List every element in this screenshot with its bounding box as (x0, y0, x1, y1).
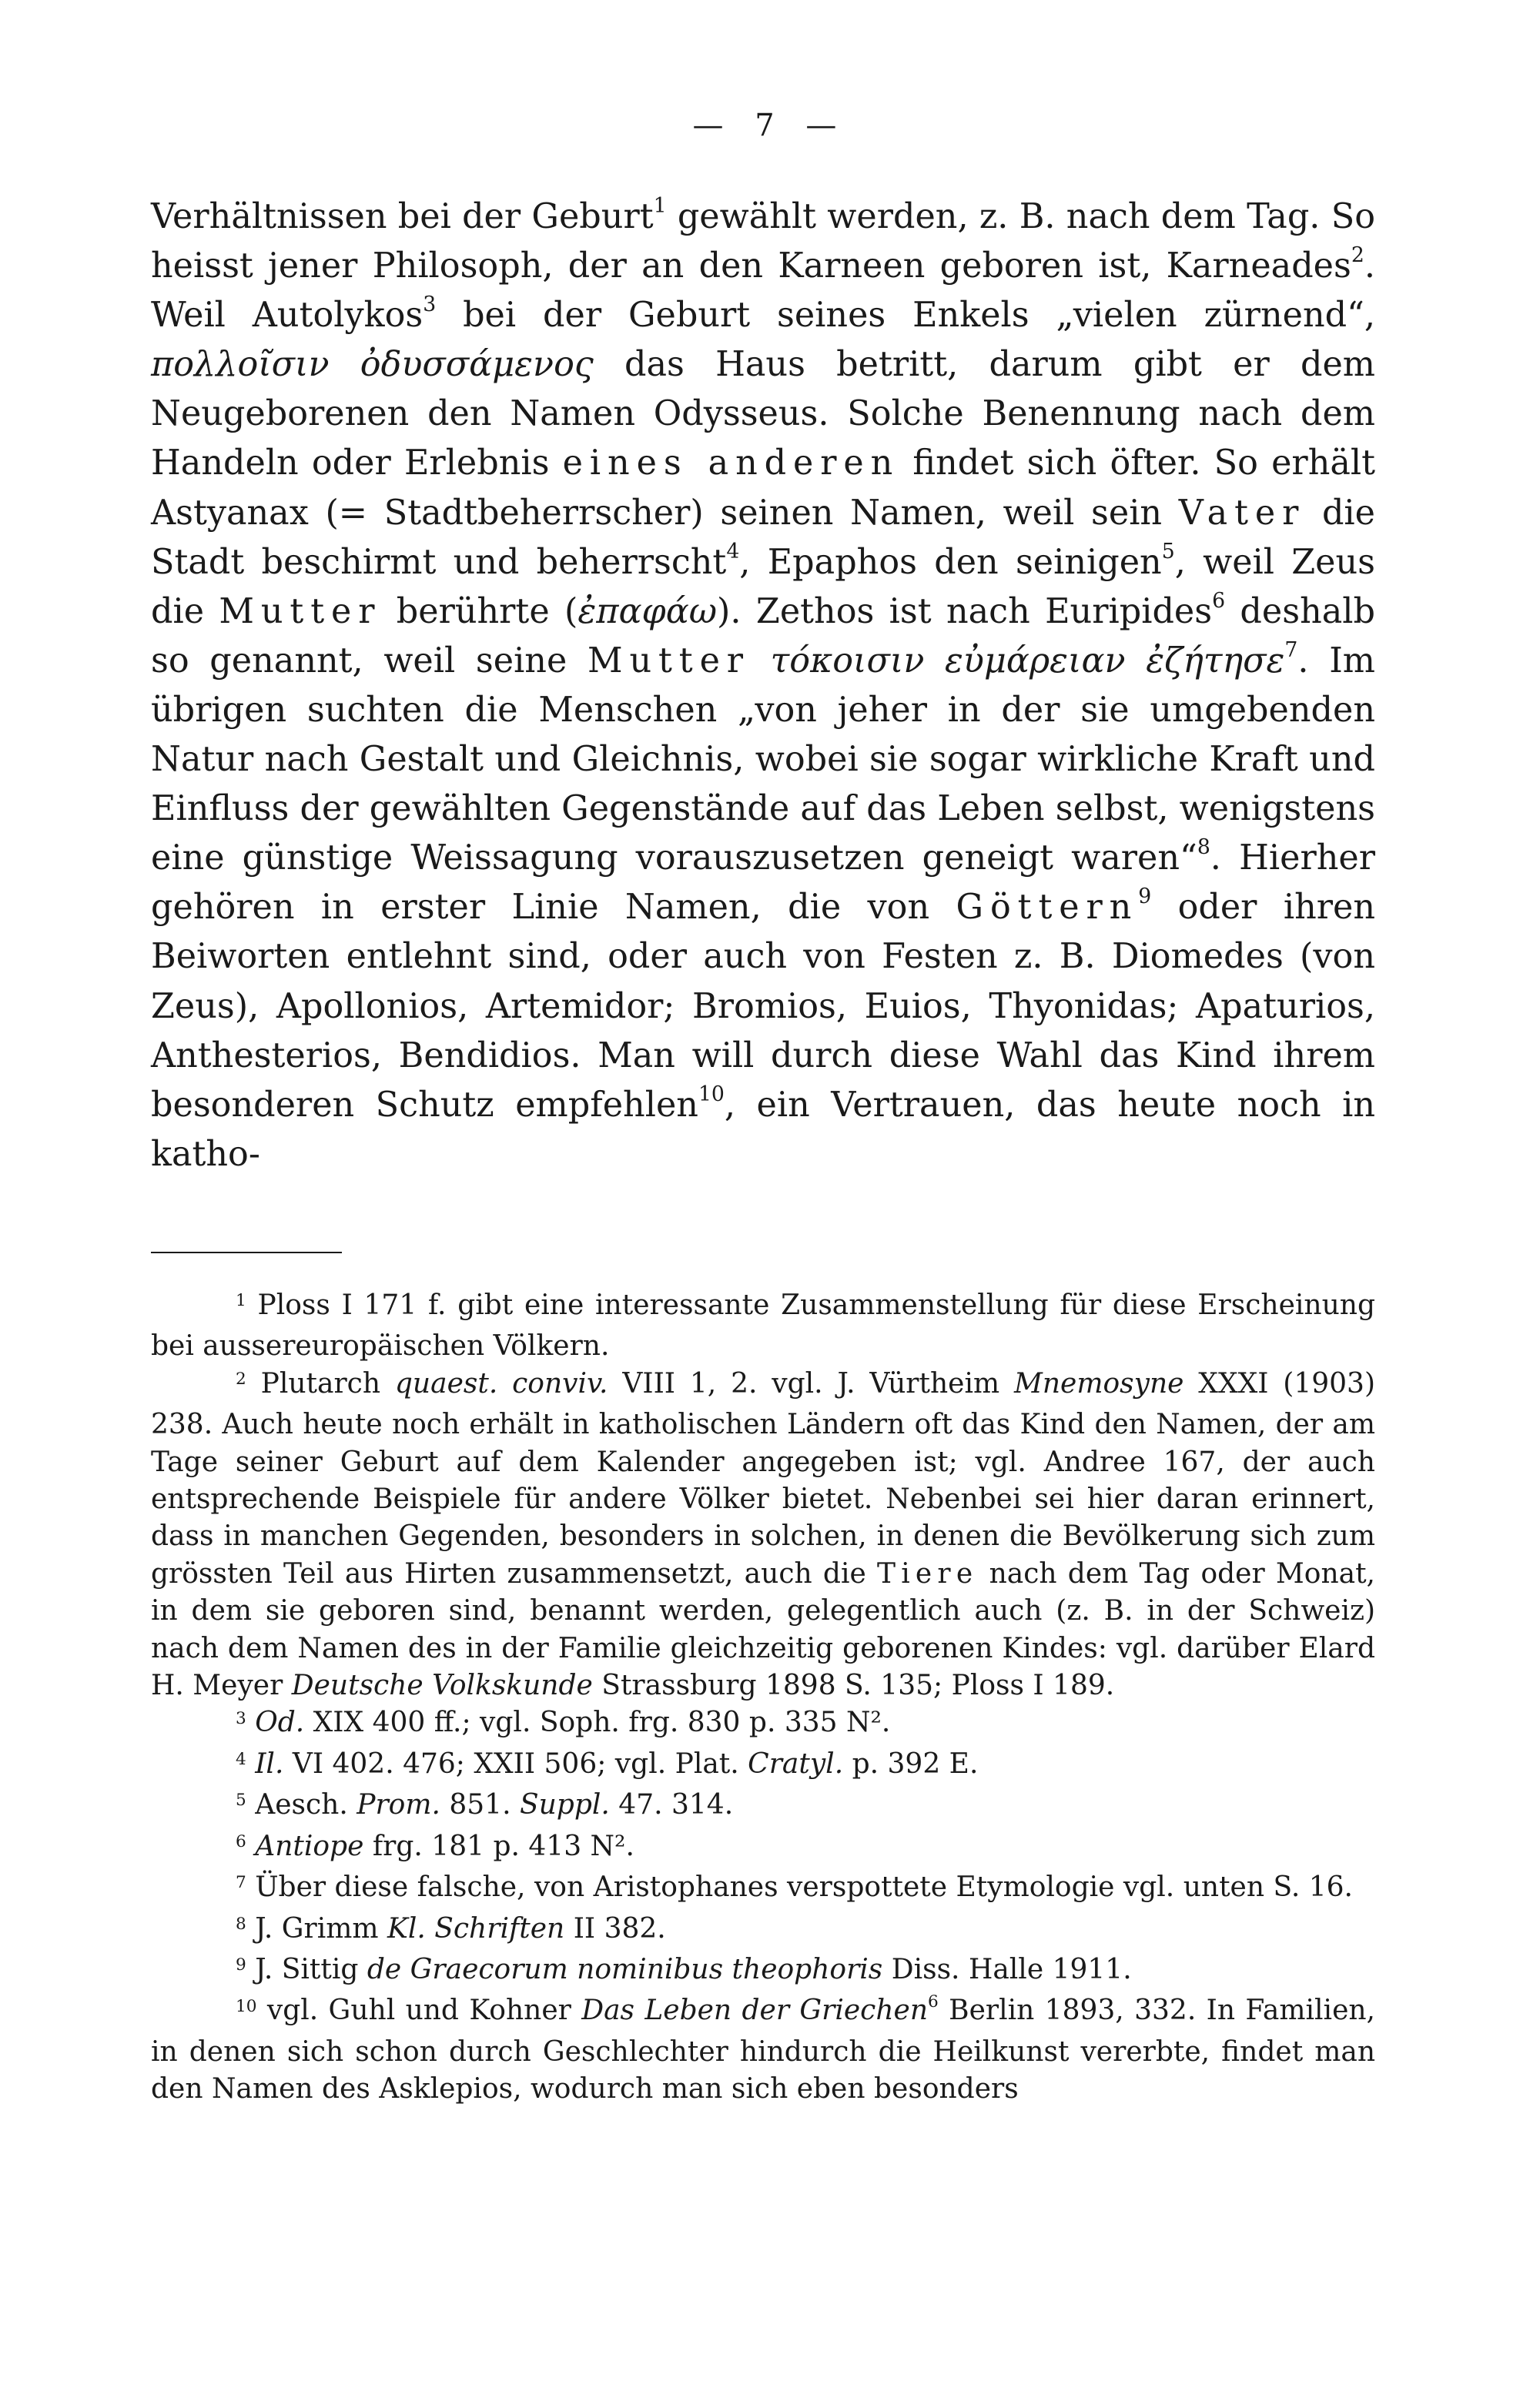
citation-title: Deutsche Volkskunde (291, 1670, 593, 1702)
main-text (151, 192, 1375, 1179)
footnote-ref: 4 (726, 539, 740, 564)
main-paragraph (151, 192, 1375, 1179)
footnote-number: 6 (236, 1831, 246, 1851)
citation-title: Prom. (357, 1789, 440, 1821)
greek-quote: πολλοῖσιν ὀδυσσάμενος (151, 345, 594, 385)
footnote-1 (151, 1287, 1375, 1366)
text-run: deshalb so genannt, weil seine (151, 591, 1376, 681)
spaced-emphasis: Göttern (956, 888, 1139, 928)
footnote-6 (151, 1828, 1375, 1869)
text-run: die Stadt beschirmt und beherrscht (151, 493, 1375, 582)
footnote-text: p. 392 E. (843, 1747, 979, 1780)
spaced-emphasis: Mutter (587, 640, 750, 681)
footnote-number: 1 (236, 1291, 246, 1311)
footnote-5 (151, 1787, 1375, 1828)
greek-quote: ἐπαφάω (578, 591, 718, 631)
footnote-number: 4 (236, 1750, 246, 1770)
greek-quote: τόκοισιν εὐμάρειαν ἐζήτησε (770, 640, 1285, 681)
spaced-emphasis: Mutter (219, 591, 382, 631)
footnote-number: 7 (236, 1873, 246, 1893)
footnote-number: 3 (236, 1708, 246, 1728)
citation-title: Suppl. (519, 1789, 610, 1821)
text-run: das Haus betritt, darum gibt er dem Neugeborenen den Namen Odysseus. Solche Benennung nach dem Handeln oder Erlebnis (151, 345, 1375, 483)
footnote-text: Ploss I 171 f. gibt eine interessante Zusammenstellung für diese Erscheinung bei aussereuropäischen Völkern. (151, 1289, 1375, 1363)
citation-title: Od. (255, 1707, 305, 1739)
text-run: bei der Geburt seines Enkels „vielen zürnend“, (436, 296, 1375, 336)
footnote-number: 2 (236, 1370, 246, 1390)
text-run: , ein Vertrauen, das heute noch in katho- (151, 1085, 1375, 1174)
footnote-text: Diss. Halle 1911. (882, 1953, 1132, 1985)
text-run: ). Zethos ist nach Euripides (717, 591, 1213, 631)
footnotes (151, 1287, 1375, 2109)
footnote-text: vgl. Guhl und Kohner (266, 1995, 582, 2027)
spaced-emphasis: Vater (1178, 493, 1306, 533)
text-run: . Weil Autolykos (151, 246, 1375, 336)
text-run: gewählt werden, z. B. nach dem Tag. So heisst jener Philosoph, der an den Karneen geboren ist, Karneades (151, 197, 1375, 286)
footnote-separator (151, 1252, 342, 1253)
footnote-number: 10 (236, 1996, 257, 2016)
citation-title: Das Leben der Griechen (581, 1995, 929, 2027)
footnote-ref: 3 (423, 293, 437, 317)
footnote-10 (151, 1992, 1375, 2108)
footnote-text: VIII 1, 2. vgl. J. Vürtheim (608, 1367, 1014, 1400)
citation-title: Mnemosyne (1013, 1367, 1184, 1400)
footnote-text: frg. 181 p. 413 N². (363, 1830, 634, 1862)
footnote-4 (151, 1746, 1375, 1787)
footnote-text: 851. (440, 1789, 520, 1821)
footnote-ref: 6 (1212, 588, 1226, 613)
footnote-7 (151, 1869, 1375, 1910)
footnote-ref: 2 (1351, 243, 1364, 268)
spaced-emphasis: Tiere (877, 1557, 979, 1590)
footnote-text: II 382. (564, 1912, 666, 1945)
footnote-number: 9 (236, 1955, 246, 1975)
text-run: Verhältnissen bei der Geburt (151, 197, 654, 236)
citation-title: Cratyl. (748, 1747, 844, 1780)
footnote-text: Berlin 1893, 332. In Familien, in denen sich schon durch Geschlechter hindurch die Heilkunst vererbte, findet man den Namen des Asklepios, wodurch man sich eben besonders (151, 1995, 1376, 2105)
text-run: , Epaphos den seinigen (739, 542, 1162, 582)
text-run (750, 641, 771, 681)
citation-title: quaest. conviv. (394, 1367, 608, 1400)
footnote-ref: 5 (1161, 539, 1175, 564)
page-number: — 7 — (692, 108, 848, 143)
text-run: findet sich öfter. So erhält Astyanax (= Stadtbeherrscher) seinen Namen, weil sein (151, 443, 1376, 533)
footnote-text: nach dem Tag oder Monat, in dem sie geboren sind, benannt werden, gelegentlich auch (z. B. in der Schweiz) nach dem Namen des in der Familie gleichzeitig geborenen Kindes: vgl. darüber Elard H. Meyer (151, 1557, 1375, 1702)
footnote-3 (151, 1704, 1375, 1745)
footnote-8 (151, 1911, 1375, 1951)
footnote-text: Plutarch (260, 1367, 395, 1400)
footnote-ref: 1 (653, 194, 667, 219)
footnote-text: J. Grimm (255, 1912, 387, 1945)
citation-title: de Graecorum nominibus theophoris (367, 1953, 883, 1985)
text-run: berührte ( (381, 591, 578, 631)
citation-title: Antiope (255, 1830, 364, 1862)
footnote-text: VI 402. 476; XXII 506; vgl. Plat. (283, 1747, 748, 1780)
citation-title: Il. (255, 1747, 284, 1780)
footnote-text: XXXI (1903) 238. Auch heute noch erhält in katholischen Ländern oft das Kind den Namen, der am Tage seiner Geburt auf dem Kalender angegeben ist; vgl. Andree 167, der auch entsprechende Beispiele für andere Völker bietet. Nebenbei sei hier daran erinnert, dass in manchen Gegenden, besonders in solchen, in denen die Bevölkerung sich zum grössten Teil aus Hirten zusammensetzt, auch die (151, 1367, 1375, 1590)
footnote-text: Über diese falsche, von Aristophanes verspottete Etymologie vgl. unten S. 16. (255, 1871, 1353, 1904)
text-run: , weil Zeus die (151, 542, 1376, 631)
footnote-ref: 7 (1284, 638, 1298, 663)
citation-title: Kl. Schriften (387, 1912, 565, 1945)
footnote-ref: 8 (1197, 835, 1210, 860)
footnote-9 (151, 1951, 1375, 1992)
footnote-text: J. Sittig (255, 1953, 367, 1985)
footnote-number: 5 (236, 1791, 246, 1811)
footnote-ref: 10 (698, 1082, 725, 1106)
text-run: . Hierher gehören in erster Linie Namen, die von (151, 838, 1375, 928)
footnote-text: Strassburg 1898 S. 135; Ploss I 189. (592, 1670, 1115, 1702)
edition-superscript: 6 (928, 1992, 939, 2012)
footnote-text: Aesch. (255, 1789, 357, 1821)
text-run: oder ihren Beiworten entlehnt sind, oder auch von Festen z. B. Diomedes (von Zeus), Apollonios, Artemidor; Bromios, Euios, Thyonidas; Apaturios, Anthesterios, Bendidios. Man will durch diese Wahl das Kind ihrem besonderen Schutz empfehlen (151, 888, 1376, 1125)
footnote-ref: 9 (1138, 885, 1152, 909)
footnote-text: XIX 400 ff.; vgl. Soph. frg. 830 p. 335 N². (304, 1707, 891, 1739)
spaced-emphasis: eines anderen (562, 443, 900, 483)
footnote-number: 8 (236, 1914, 246, 1934)
footnote-2 (151, 1366, 1375, 1705)
text-run: . Im übrigen suchten die Menschen „von jeher in der sie umgebenden Natur nach Gestalt und Gleichnis, wobei sie sogar wirkliche Kraft und Einfluss der gewählten Gegenstände auf das Leben selbst, wenigstens eine günstige Weissagung vorauszusetzen geneigt waren“ (151, 640, 1376, 878)
footnote-text: 47. 314. (609, 1789, 734, 1821)
